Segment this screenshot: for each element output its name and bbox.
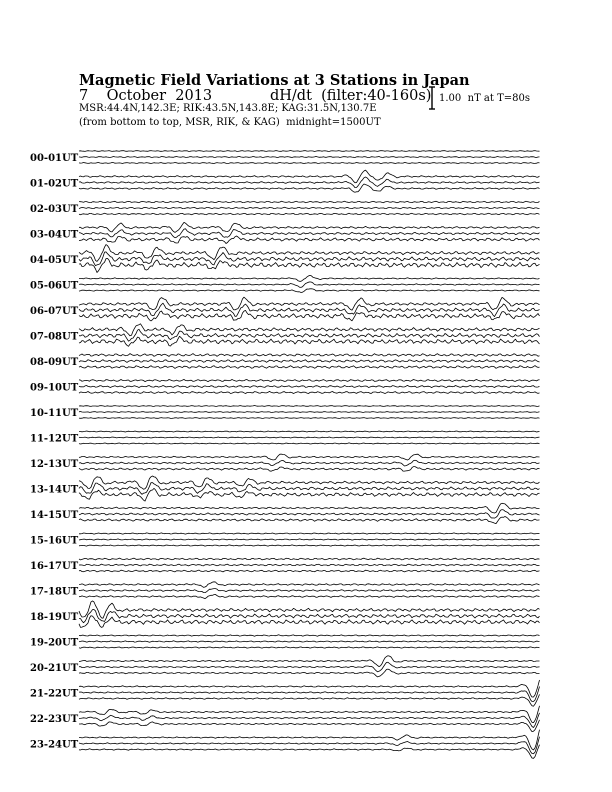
- chart-quantity: dH/dt (filter:40-160s): [270, 88, 432, 104]
- hour-label: 06-07UT: [30, 306, 79, 317]
- trace-02-03UT-KAG: [79, 201, 540, 203]
- trace-05-06UT-KAG: [79, 275, 540, 281]
- trace-00-01UT-KAG: [79, 151, 540, 152]
- hour-label: 11-12UT: [30, 433, 79, 445]
- trace-13-14UT-MSR: [79, 488, 540, 501]
- hour-label: 05-06UT: [30, 280, 79, 292]
- hour-label: 07-08UT: [30, 331, 79, 343]
- trace-22-23UT-RIK: [79, 713, 540, 728]
- hour-label: 09-10UT: [30, 382, 79, 394]
- trace-16-17UT-KAG: [79, 558, 540, 560]
- trace-01-02UT-KAG: [79, 170, 540, 183]
- trace-15-16UT-RIK: [79, 539, 540, 540]
- hour-label: 14-15UT: [30, 510, 79, 521]
- hour-label: 10-11UT: [30, 408, 79, 419]
- trace-02-03UT-RIK: [79, 207, 540, 209]
- trace-08-09UT-KAG: [79, 354, 540, 357]
- hour-label: 08-09UT: [30, 357, 79, 368]
- trace-02-03UT-MSR: [79, 213, 540, 215]
- trace-order-note: (from bottom to top, MSR, RIK, & KAG) midnight=1500UT: [79, 117, 381, 128]
- trace-05-06UT-RIK: [79, 282, 540, 288]
- hour-label: 04-05UT: [30, 255, 79, 266]
- trace-03-04UT-KAG: [79, 222, 540, 232]
- trace-09-10UT-KAG: [79, 379, 540, 381]
- trace-12-13UT-KAG: [79, 454, 540, 460]
- trace-13-14UT-KAG: [79, 476, 540, 489]
- trace-22-23UT-MSR: [79, 720, 540, 732]
- trace-16-17UT-MSR: [79, 570, 540, 572]
- hour-label: 15-16UT: [30, 535, 79, 547]
- hour-label: 19-20UT: [30, 637, 79, 649]
- trace-23-24UT-KAG: [79, 730, 540, 750]
- trace-19-20UT-RIK: [79, 641, 540, 642]
- trace-13-14UT-RIK: [79, 483, 540, 495]
- trace-19-20UT-MSR: [79, 647, 540, 648]
- hour-label: 00-01UT: [30, 153, 79, 164]
- trace-23-24UT-RIK: [79, 737, 540, 754]
- hour-label: 13-14UT: [30, 484, 79, 496]
- trace-08-09UT-MSR: [79, 366, 540, 369]
- hour-label: 22-23UT: [30, 714, 79, 725]
- trace-09-10UT-MSR: [79, 391, 540, 393]
- trace-12-13UT-RIK: [79, 460, 540, 466]
- trace-22-23UT-KAG: [79, 706, 540, 723]
- trace-14-15UT-MSR: [79, 517, 540, 524]
- trace-21-22UT-KAG: [79, 680, 540, 697]
- trace-03-04UT-RIK: [79, 229, 540, 238]
- hour-label: 12-13UT: [30, 459, 79, 470]
- trace-04-05UT-MSR: [79, 258, 540, 272]
- trace-01-02UT-MSR: [79, 184, 540, 192]
- trace-10-11UT-KAG: [79, 406, 540, 407]
- trace-11-12UT-RIK: [79, 437, 540, 438]
- hour-label: 02-03UT: [30, 204, 79, 215]
- trace-01-02UT-RIK: [79, 177, 540, 188]
- trace-12-13UT-MSR: [79, 467, 540, 472]
- trace-06-07UT-MSR: [79, 310, 540, 321]
- trace-17-18UT-RIK: [79, 589, 540, 593]
- trace-17-18UT-MSR: [79, 595, 540, 599]
- scale-bar-label: 1.00 nT at T=80s: [439, 93, 530, 104]
- station-coordinates: MSR:44.4N,142.3E; RIK:43.5N,143.8E; KAG:31.5N,130.7E: [79, 103, 377, 114]
- hour-label: 01-02UT: [30, 178, 79, 190]
- trace-00-01UT-MSR: [79, 162, 540, 163]
- hour-label: 23-24UT: [30, 739, 79, 751]
- trace-16-17UT-RIK: [79, 564, 540, 566]
- hour-label: 21-22UT: [30, 688, 79, 700]
- chart-title: Magnetic Field Variations at 3 Stations in Japan: [79, 72, 470, 89]
- trace-23-24UT-MSR: [79, 745, 540, 759]
- trace-10-11UT-MSR: [79, 418, 540, 419]
- trace-15-16UT-MSR: [79, 545, 540, 546]
- hour-label: 16-17UT: [30, 561, 79, 572]
- trace-20-21UT-RIK: [79, 662, 540, 672]
- trace-10-11UT-RIK: [79, 412, 540, 413]
- trace-14-15UT-RIK: [79, 510, 540, 518]
- trace-03-04UT-MSR: [79, 236, 540, 244]
- hour-label: 20-21UT: [30, 663, 79, 674]
- hour-label: 03-04UT: [30, 229, 79, 241]
- trace-00-01UT-RIK: [79, 156, 540, 157]
- trace-20-21UT-MSR: [79, 669, 540, 677]
- trace-21-22UT-MSR: [79, 694, 540, 706]
- trace-19-20UT-KAG: [79, 635, 540, 636]
- trace-11-12UT-KAG: [79, 431, 540, 432]
- chart-date: 7 October 2013: [79, 88, 213, 104]
- trace-15-16UT-KAG: [79, 533, 540, 534]
- trace-17-18UT-KAG: [79, 582, 540, 588]
- trace-05-06UT-MSR: [79, 289, 540, 293]
- trace-11-12UT-MSR: [79, 443, 540, 444]
- trace-14-15UT-KAG: [79, 503, 540, 513]
- trace-18-19UT-MSR: [79, 616, 540, 628]
- trace-08-09UT-RIK: [79, 360, 540, 363]
- trace-07-08UT-RIK: [79, 329, 540, 341]
- trace-20-21UT-KAG: [79, 656, 540, 667]
- trace-09-10UT-RIK: [79, 385, 540, 387]
- hour-label: 17-18UT: [30, 586, 79, 598]
- hour-label: 18-19UT: [30, 612, 79, 623]
- trace-07-08UT-KAG: [79, 324, 540, 336]
